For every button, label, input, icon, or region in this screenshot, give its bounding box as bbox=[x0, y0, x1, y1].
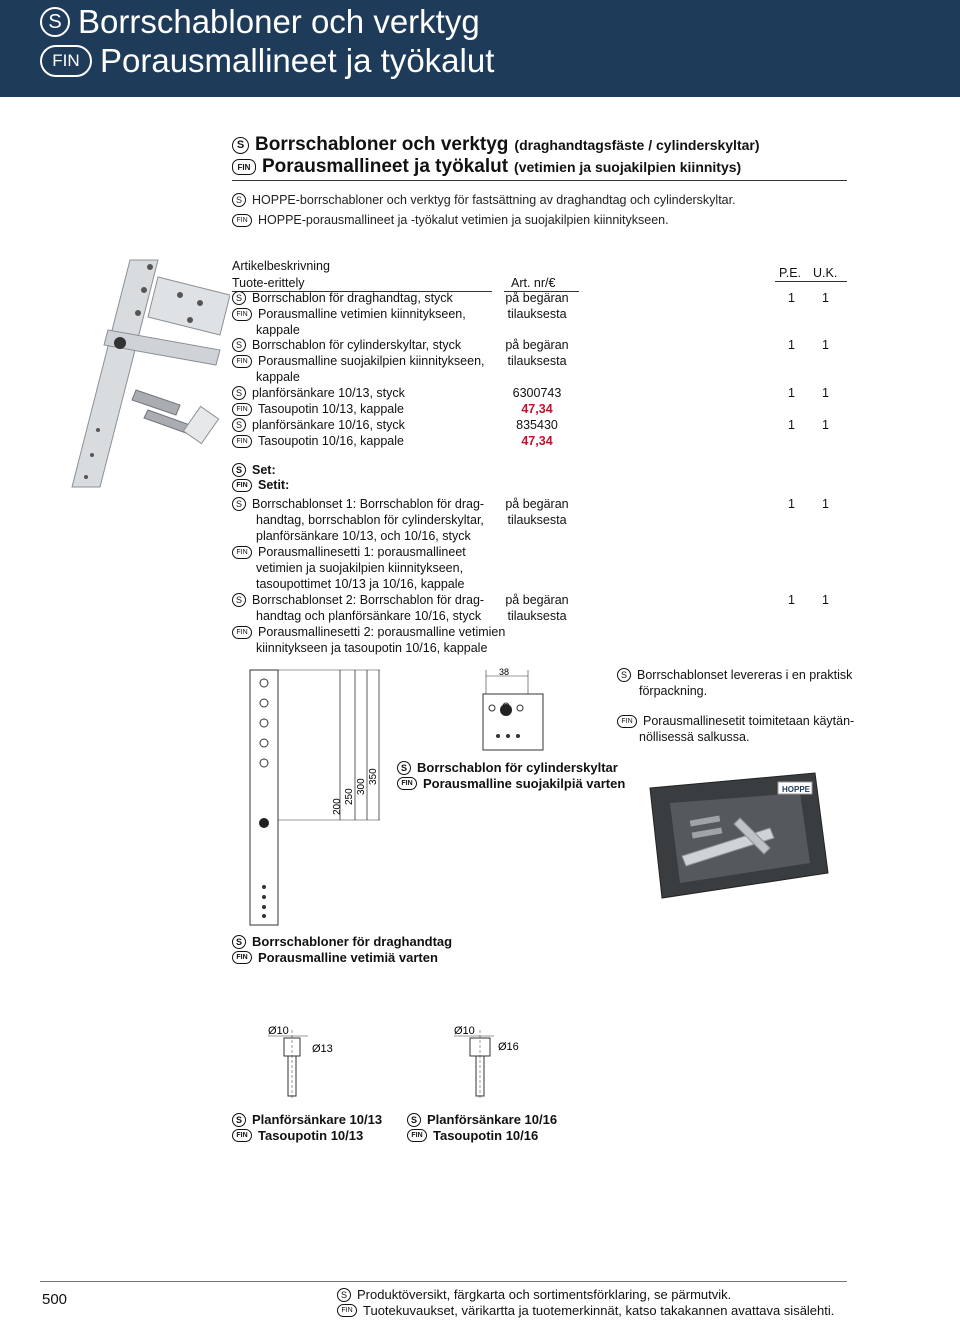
lang-badge-s: S bbox=[232, 463, 246, 477]
item-3-fin-text: Tasoupotin 10/13, kappale bbox=[258, 402, 404, 416]
lang-badge-s: S bbox=[232, 497, 246, 511]
col-header-desc-fin: Tuote-erittely bbox=[232, 276, 305, 290]
section-title-fin-text: Porausmallineet ja työkalut bbox=[262, 156, 509, 177]
set-heading-s bbox=[232, 463, 276, 477]
col-header-art: Art. nr/€ bbox=[511, 276, 556, 290]
set-1-art-fin: tilauksesta bbox=[507, 513, 567, 527]
diam-13: Ø13 bbox=[312, 1043, 333, 1055]
countersink-16-drawing bbox=[448, 1020, 548, 1100]
set-1-fin-line-3: tasoupottimet 10/13 ja 10/16, kappale bbox=[256, 577, 465, 591]
dim-350: 350 bbox=[368, 768, 379, 785]
caption-drag-s bbox=[232, 934, 452, 949]
lang-badge-fin: FIN bbox=[232, 951, 252, 964]
item-4-fin-text: Tasoupotin 10/16, kappale bbox=[258, 434, 404, 448]
drag-template-drawing bbox=[240, 665, 390, 930]
item-4-s bbox=[232, 418, 405, 432]
caption-case-fin-line-2: nöllisessä salkussa. bbox=[639, 730, 750, 744]
set-1-pe: 1 bbox=[788, 497, 795, 511]
lang-badge-fin: FIN bbox=[397, 777, 417, 790]
page-number: 500 bbox=[42, 1291, 68, 1308]
lang-badge-fin: FIN bbox=[407, 1129, 427, 1142]
item-1-s-text: Borrschablon för draghandtag, styck bbox=[252, 291, 453, 305]
item-4-fin bbox=[232, 434, 404, 448]
template-bar bbox=[72, 260, 158, 487]
caption-cyl-s-text: Borrschablon för cylinderskyltar bbox=[417, 760, 618, 775]
caption-pf16-fin bbox=[407, 1128, 538, 1143]
item-2-fin-text: Porausmalline suojakilpien kiinnitykseen, bbox=[258, 354, 485, 368]
caption-pf13-s-text: Planförsänkare 10/13 bbox=[252, 1112, 383, 1127]
set-heading-fin bbox=[232, 478, 289, 492]
header-title-s-text: Borrschabloner och verktyg bbox=[78, 3, 480, 40]
divider bbox=[232, 180, 847, 181]
caption-case-s-line-2: förpackning. bbox=[639, 684, 708, 698]
col-header-uk: U.K. bbox=[813, 266, 838, 280]
lang-badge-fin: FIN bbox=[337, 1304, 357, 1317]
caption-pf13-fin bbox=[232, 1128, 363, 1143]
set-2-s bbox=[232, 593, 484, 607]
lang-badge-s: S bbox=[232, 593, 246, 607]
drill-template-photo bbox=[40, 255, 230, 495]
dim-250: 250 bbox=[344, 788, 355, 805]
lang-badge-s: S bbox=[40, 7, 70, 37]
caption-cyl-s bbox=[397, 760, 618, 775]
caption-drag-fin-text: Porausmalline vetimiä varten bbox=[258, 950, 438, 965]
caption-drag-fin bbox=[232, 950, 438, 965]
item-4-s-text: planförsänkare 10/16, styck bbox=[252, 418, 405, 432]
section-title-s-sub: (draghandtagsfäste / cylinderskyltar) bbox=[514, 137, 760, 153]
caption-case-fin-line-1: Porausmallinesetit toimitetaan käytän- bbox=[643, 714, 855, 728]
caption-pf16-s bbox=[407, 1112, 557, 1127]
set-2-fin-line-1: Porausmallinesetti 2: porausmalline vetimien bbox=[258, 625, 506, 639]
item-1-art-fin: tilauksesta bbox=[507, 307, 567, 321]
dim-300: 300 bbox=[356, 778, 367, 795]
item-3-s bbox=[232, 386, 405, 400]
cylinder-template-outline bbox=[483, 694, 543, 750]
item-3-uk: 1 bbox=[822, 386, 829, 400]
set-2-art-s: på begäran bbox=[505, 593, 569, 607]
footer-divider bbox=[40, 1281, 847, 1282]
lang-badge-s: S bbox=[617, 668, 631, 682]
lang-badge-fin: FIN bbox=[232, 479, 252, 492]
lang-badge-fin: FIN bbox=[617, 715, 637, 728]
footer-note-s bbox=[337, 1287, 731, 1302]
item-2-s-text: Borrschablon för cylinderskyltar, styck bbox=[252, 338, 462, 352]
item-3-art-number: 6300743 bbox=[512, 386, 562, 400]
header-title-s bbox=[40, 3, 480, 41]
lang-badge-s: S bbox=[337, 1288, 351, 1302]
lang-badge-fin: FIN bbox=[232, 626, 252, 639]
lang-badge-fin: FIN bbox=[232, 355, 252, 368]
section-title-fin-sub: (vetimien ja suojakilpien kiinnitys) bbox=[514, 159, 742, 175]
lang-badge-s: S bbox=[407, 1113, 421, 1127]
header-title-fin bbox=[40, 42, 494, 80]
countersink-13-drawing bbox=[260, 1020, 360, 1100]
item-2-uk: 1 bbox=[822, 338, 829, 352]
caption-case-s-line-1: Borrschablonset levereras i en praktisk bbox=[637, 668, 853, 682]
template-knob bbox=[114, 337, 126, 349]
set-1-s-line-3: planförsänkare 10/13, och 10/16, styck bbox=[256, 529, 471, 543]
footer-note-fin bbox=[337, 1303, 834, 1318]
set-1-s-line-2: handtag, borrschablon för cylinderskyltar, bbox=[256, 513, 484, 527]
item-1-fin-text-2: kappale bbox=[256, 323, 300, 337]
set-1-fin-line-2: vetimien ja suojakilpien kiinnitykseen, bbox=[256, 561, 464, 575]
item-1-fin-text: Porausmalline vetimien kiinnitykseen, bbox=[258, 307, 466, 321]
header-underline-pe bbox=[775, 281, 847, 282]
lang-badge-fin: FIN bbox=[232, 546, 252, 559]
lang-badge-s: S bbox=[232, 386, 246, 400]
caption-drag-s-text: Borrschabloner för draghandtag bbox=[252, 934, 453, 949]
intro-fin bbox=[232, 213, 669, 227]
lang-badge-fin: FIN bbox=[232, 435, 252, 448]
item-4-pe: 1 bbox=[788, 418, 795, 432]
item-2-fin-text-2: kappale bbox=[256, 370, 300, 384]
page-header bbox=[0, 0, 960, 97]
lang-badge-fin: FIN bbox=[232, 403, 252, 416]
item-1-pe: 1 bbox=[788, 291, 795, 305]
section-title-s-text: Borrschabloner och verktyg bbox=[255, 134, 509, 155]
set-1-s bbox=[232, 497, 484, 511]
countersink-tool bbox=[132, 390, 180, 415]
dim-200: 200 bbox=[332, 798, 343, 815]
item-1-art-s: på begäran bbox=[505, 291, 569, 305]
set-1-fin-line-1: Porausmallinesetti 1: porausmallineet bbox=[258, 545, 466, 559]
col-header-desc-s: Artikelbeskrivning bbox=[232, 259, 330, 273]
set-2-uk: 1 bbox=[822, 593, 829, 607]
item-3-pe: 1 bbox=[788, 386, 795, 400]
item-1-uk: 1 bbox=[822, 291, 829, 305]
set-heading-s-text: Set: bbox=[252, 463, 276, 477]
set-2-art-fin: tilauksesta bbox=[507, 609, 567, 623]
template-plate bbox=[148, 277, 230, 335]
lang-badge-fin: FIN bbox=[232, 1129, 252, 1142]
header-title-fin-text: Porausmallineet ja työkalut bbox=[100, 42, 495, 79]
lang-badge-fin: FIN bbox=[232, 308, 252, 321]
set-2-fin-line-2: kiinnitykseen ja tasoupotin 10/16, kappale bbox=[256, 641, 488, 655]
lang-badge-fin: FIN bbox=[232, 159, 256, 175]
lang-badge-s: S bbox=[232, 193, 246, 207]
footer-note-s-text: Produktöversikt, färgkarta och sortimentsförklaring, se pärmutvik. bbox=[357, 1287, 732, 1302]
item-4-price: 47,34 bbox=[521, 434, 553, 448]
lang-badge-fin: FIN bbox=[40, 45, 92, 77]
set-1-s-line-1: Borrschablonset 1: Borrschablon för drag- bbox=[252, 497, 485, 511]
item-3-s-text: planförsänkare 10/13, styck bbox=[252, 386, 405, 400]
item-3-price: 47,34 bbox=[521, 402, 553, 416]
item-3-fin bbox=[232, 402, 404, 416]
set-2-s-line-2: handtag och planförsänkare 10/16, styck bbox=[256, 609, 482, 623]
item-4-art-number: 835430 bbox=[516, 418, 558, 432]
lang-badge-s: S bbox=[232, 137, 249, 154]
set-1-art-s: på begäran bbox=[505, 497, 569, 511]
diam-16: Ø16 bbox=[498, 1041, 519, 1053]
brand-label-text: HOPPE bbox=[782, 785, 811, 794]
lang-badge-fin: FIN bbox=[232, 214, 252, 227]
set-2-fin bbox=[232, 625, 505, 639]
lang-badge-s: S bbox=[232, 291, 246, 305]
section-title-fin bbox=[232, 156, 741, 178]
lang-badge-s: S bbox=[397, 761, 411, 775]
item-2-fin bbox=[232, 354, 485, 368]
caption-cyl-fin bbox=[397, 776, 625, 791]
sleeve bbox=[183, 406, 218, 443]
caption-cyl-fin-text: Porausmalline suojakilpiä varten bbox=[423, 776, 626, 791]
set-1-fin bbox=[232, 545, 466, 559]
item-1-s bbox=[232, 291, 453, 305]
lang-badge-s: S bbox=[232, 935, 246, 949]
item-2-art-s: på begäran bbox=[505, 338, 569, 352]
set-2-pe: 1 bbox=[788, 593, 795, 607]
caption-pf13-fin-text: Tasoupotin 10/13 bbox=[258, 1128, 364, 1143]
caption-pf13-s bbox=[232, 1112, 382, 1127]
item-2-s bbox=[232, 338, 461, 352]
caption-case-fin bbox=[617, 714, 854, 728]
dim-38: 38 bbox=[499, 667, 510, 677]
intro-s-text: HOPPE-borrschabloner och verktyg för fastsättning av draghandtag och cylinderskyltar. bbox=[252, 193, 736, 207]
caption-pf16-s-text: Planförsänkare 10/16 bbox=[427, 1112, 558, 1127]
item-1-fin bbox=[232, 307, 466, 321]
footer-note-fin-text: Tuotekuvaukset, värikartta ja tuotemerkinnät, katso takakannen avattava sisälehti. bbox=[363, 1303, 835, 1318]
diam-10a: Ø10 bbox=[268, 1025, 289, 1037]
case-photo bbox=[640, 768, 830, 908]
caption-case-s bbox=[617, 668, 852, 682]
section-title-s bbox=[232, 134, 760, 156]
lang-badge-s: S bbox=[232, 418, 246, 432]
caption-pf16-fin-text: Tasoupotin 10/16 bbox=[433, 1128, 539, 1143]
set-heading-fin-text: Setit: bbox=[258, 478, 290, 492]
lang-badge-s: S bbox=[232, 1113, 246, 1127]
item-2-art-fin: tilauksesta bbox=[507, 354, 567, 368]
diam-10b: Ø10 bbox=[454, 1025, 475, 1037]
cylinder-template-drawing bbox=[478, 666, 548, 756]
item-4-uk: 1 bbox=[822, 418, 829, 432]
intro-s bbox=[232, 193, 736, 207]
countersink-tool-2 bbox=[144, 410, 190, 433]
col-header-pe: P.E. bbox=[779, 266, 802, 280]
lang-badge-s: S bbox=[232, 338, 246, 352]
intro-fin-text: HOPPE-porausmallineet ja -työkalut vetimien ja suojakilpien kiinnitykseen. bbox=[258, 213, 669, 227]
item-2-pe: 1 bbox=[788, 338, 795, 352]
set-1-uk: 1 bbox=[822, 497, 829, 511]
set-2-s-line-1: Borrschablonset 2: Borrschablon för drag- bbox=[252, 593, 485, 607]
